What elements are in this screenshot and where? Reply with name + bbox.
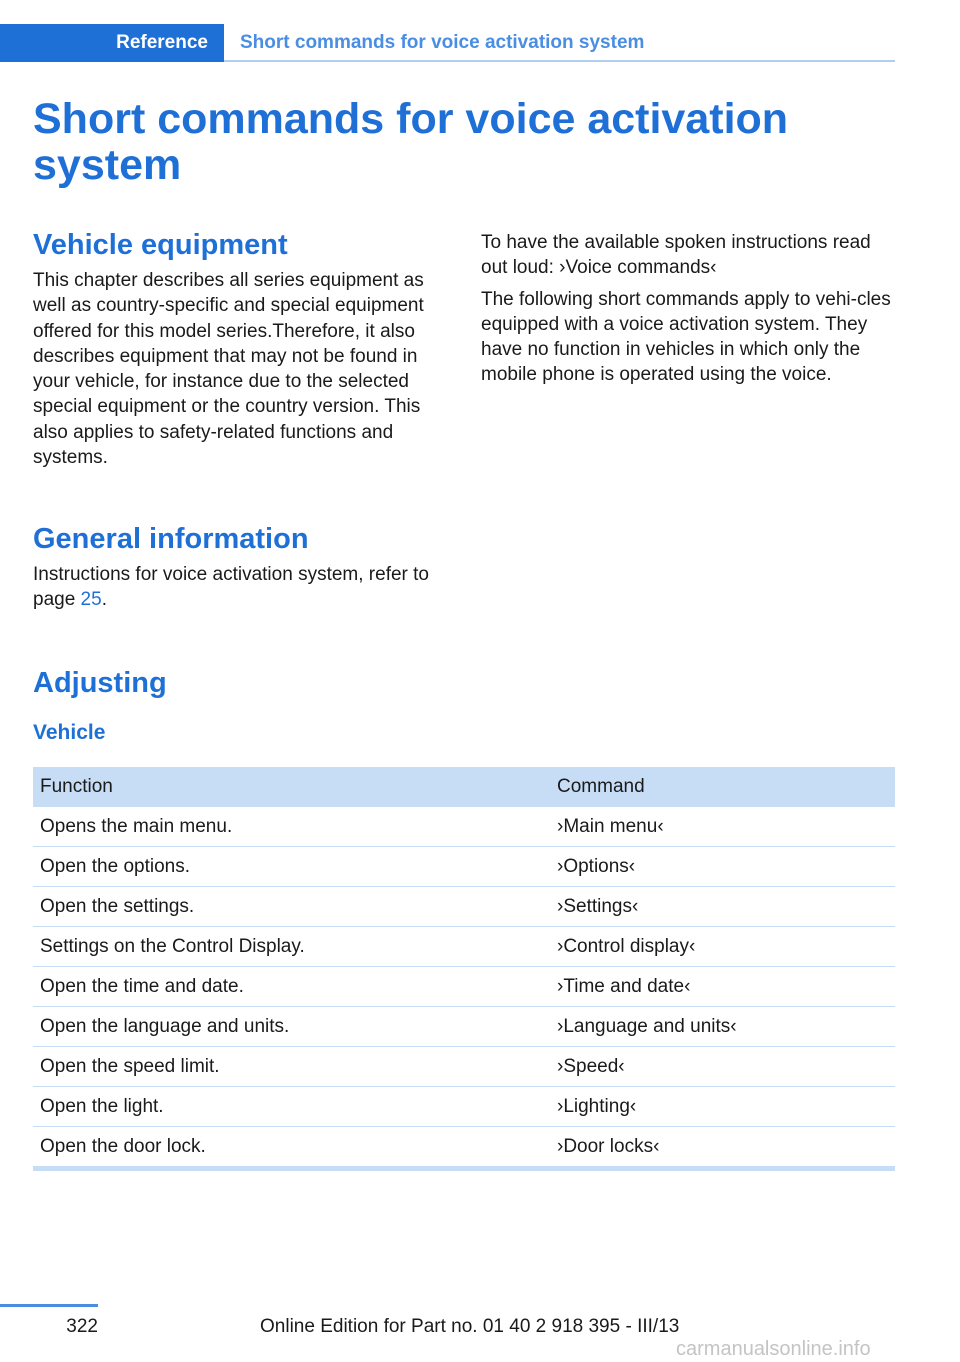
command-cell: ›Main menu‹ [550, 807, 895, 847]
header-section-tab: Reference [0, 24, 224, 62]
function-cell: Open the light. [33, 1087, 550, 1127]
command-cell: ›Time and date‹ [550, 967, 895, 1007]
commands-table [33, 767, 895, 1171]
header-breadcrumb: Short commands for voice activation system [240, 32, 645, 53]
right-column [481, 230, 901, 388]
column-header-function: Function [33, 767, 550, 807]
footer-rule [0, 1304, 98, 1307]
command-cell: ›Lighting‹ [550, 1087, 895, 1127]
vehicle-equipment-text: This chapter describes all series equipment as well as country-specific and special equipment offered for this model series.Therefore, it also describes equipment that may not be found in your vehicle, for instance due to the selected special equipment or the country version. This also applies to safety-related functions and systems. [33, 270, 424, 469]
vehicle-equipment-heading: Vehicle equipment [33, 229, 288, 261]
function-cell: Opens the main menu. [33, 807, 550, 847]
table-row [33, 887, 895, 927]
command-cell: ›Control display‹ [550, 927, 895, 967]
function-cell: Open the settings. [33, 887, 550, 927]
edition-text: Online Edition for Part no. 01 40 2 918 395 - III/13 [260, 1316, 680, 1337]
vehicle-equipment-section [33, 228, 449, 470]
adjusting-section [33, 666, 449, 746]
table-row [33, 807, 895, 847]
function-cell: Settings on the Control Display. [33, 927, 550, 967]
general-information-text: Instructions for voice activation system, refer to page 25. [33, 564, 429, 611]
general-information-heading: General information [33, 523, 309, 555]
voice-commands-paragraph: To have the available spoken instructions read out loud: ›Voice commands‹ [481, 232, 871, 279]
table-header-row [33, 767, 895, 807]
table-row [33, 927, 895, 967]
command-cell: ›Language and units‹ [550, 1007, 895, 1047]
adjusting-heading: Adjusting [33, 667, 167, 699]
command-cell: ›Options‹ [550, 847, 895, 887]
command-cell: ›Speed‹ [550, 1047, 895, 1087]
table-row [33, 1047, 895, 1087]
short-commands-paragraph: The following short commands apply to vehi‐cles equipped with a voice activation system. They have no function in vehicles in which only the mobile phone is operated using the voice. [481, 288, 891, 386]
table-row [33, 847, 895, 887]
column-header-command: Command [550, 767, 895, 807]
command-cell: ›Door locks‹ [550, 1127, 895, 1169]
table-row [33, 1087, 895, 1127]
function-cell: Open the language and units. [33, 1007, 550, 1047]
function-cell: Open the speed limit. [33, 1047, 550, 1087]
header-rule [224, 60, 895, 62]
page-number: 322 [66, 1316, 98, 1337]
page-title: Short commands for voice activation system [33, 95, 789, 189]
vehicle-subheading: Vehicle [33, 721, 106, 744]
function-cell: Open the options. [33, 847, 550, 887]
table-row [33, 1007, 895, 1047]
function-cell: Open the time and date. [33, 967, 550, 1007]
function-cell: Open the door lock. [33, 1127, 550, 1169]
page-reference-link[interactable]: 25 [80, 589, 102, 611]
command-cell: ›Settings‹ [550, 887, 895, 927]
watermark-text: carmanualsonline.info [676, 1338, 871, 1360]
table-row [33, 1127, 895, 1169]
general-information-section [33, 522, 449, 613]
table-row [33, 967, 895, 1007]
